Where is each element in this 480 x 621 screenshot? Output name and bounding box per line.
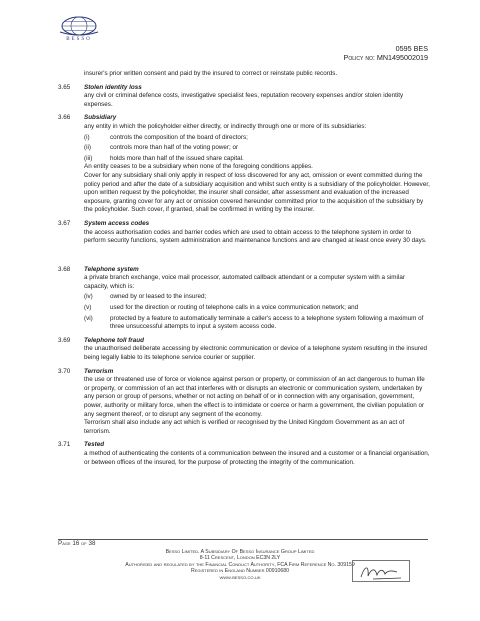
section-title: Terrorism	[84, 367, 114, 375]
section-3-71	[58, 441, 430, 467]
section-title: Stolen identity loss	[84, 83, 142, 91]
footer-registration: Registered in England Number 00910680	[190, 568, 290, 575]
policy-number: Policy no: MN1495002019	[343, 52, 428, 62]
section-3-67	[58, 220, 430, 246]
section-number: 3.68	[58, 265, 71, 273]
globe-emblem-icon	[52, 16, 106, 36]
section-number: 3.70	[58, 367, 71, 375]
section-paragraph: Cover for any subsidiary shall only apply in respect of loss discovered for any act, omission or event committed during the policy period and after the date of a subsidiary acquisition and whilst such entity is a subsidiary of the policyholder. However, upon written request by the policyholder, the insurer shall consider, after assessment and evaluation of the increased exposure, granting cover for any act or omission covered hereunder committed prior to the acquisition of the subsidiary by the policyholder. Such cover, if granted, shall be confirmed in writing by the insurer.	[84, 171, 430, 214]
section-body: the access authorisation codes and barrier codes which are used to obtain access to the telephone system in order to perform security functions, system administration and maintenance functions and are changed at least once every 30 days.	[84, 228, 427, 245]
section-3-69	[58, 337, 430, 363]
footer-divider	[58, 539, 428, 540]
logo-wordmark: BESSO	[66, 37, 92, 42]
list-marker: (vi)	[84, 314, 93, 322]
list-item	[58, 315, 430, 332]
list-marker: (iii)	[84, 154, 93, 162]
section-body: a method of authenticating the contents of a communication between the insured and a customer or a financial organisation, or between offices of the insured, for the purpose of protecting the integrity of the communication.	[84, 449, 430, 466]
list-marker: (ii)	[84, 144, 91, 152]
footer-regulation: Authorised and regulated by the Financial Conduct Authority, FCA Firm Reference No. 309159	[125, 561, 355, 568]
list-item	[58, 144, 430, 153]
continued-text: insurer's prior written consent and paid by the insured to correct or reinstate public records.	[84, 70, 338, 77]
list-item	[58, 304, 430, 313]
section-3-68	[58, 266, 430, 332]
section-paragraph: An entity ceases to be a subsidiary when none of the foregoing conditions applies.	[84, 163, 313, 171]
list-text: holds more than half of the issued share capital.	[110, 154, 244, 162]
list-marker: (v)	[84, 304, 92, 312]
section-body: the unauthorised deliberate accessing by electronic communication or device of a telephone system resulting in the insured being legally liable to its telephone service courier or supplier.	[84, 345, 428, 362]
section-3-65	[58, 84, 430, 110]
document-code: 0595 BES	[395, 44, 428, 53]
list-marker: (i)	[84, 133, 90, 141]
section-title: System access codes	[84, 219, 150, 227]
section-3-70	[58, 368, 430, 437]
list-text: protected by a feature to automatically terminate a caller's access to a telephone system following a maximum of three unsuccessful attempts to input a system access code.	[110, 314, 424, 331]
section-title: Telephone system	[84, 265, 139, 273]
list-text: controls more than half of the voting power; or	[110, 144, 239, 152]
list-text: used for the direction or routing of telephone calls in a voice communication network; and	[110, 304, 359, 312]
list-item	[58, 134, 430, 143]
section-number: 3.65	[58, 83, 71, 91]
section-number: 3.66	[58, 114, 71, 122]
section-3-66	[58, 114, 430, 215]
section-title: Tested	[84, 441, 105, 449]
section-number: 3.69	[58, 336, 71, 344]
section-title: Subsidiary	[84, 114, 117, 122]
section-intro: any entity in which the policyholder either directly, or indirectly through one or more of its subsidiaries:	[84, 122, 367, 130]
list-marker: (iv)	[84, 293, 93, 301]
policy-definitions	[58, 70, 430, 467]
document-header	[344, 45, 428, 62]
footer-address: 8-11 Crescent, London EC3N 2LY	[199, 555, 281, 562]
spacer	[58, 246, 430, 261]
signature-box	[352, 560, 410, 582]
list-item	[58, 155, 430, 164]
list-item	[58, 293, 430, 302]
section-number: 3.67	[58, 219, 71, 227]
footer-website: www.besso.co.uk	[219, 574, 261, 581]
page-number: Page 16 of 38	[58, 540, 96, 547]
footer-company: Besso Limited. A Subsidiary Of Besso Insurance Group Limited	[165, 549, 315, 555]
section-title: Telephone toll fraud	[84, 336, 144, 344]
company-logo	[52, 16, 106, 42]
section-body: the use or threatened use of force or violence against person or property, or commission of an act dangerous to human life or property, or commission of an act that interferes with or disrupts an electronic or communication system, undertaken by any person or group of persons, whether or not acting on behalf of or in connection with any organisation, government, power, authority or military force, when the effect is to intimidate or coerce or harm a government, the civilian population or any segment thereof, or to disrupt any segment of the economy.	[84, 376, 425, 418]
list-text: controls the composition of the board of directors;	[110, 133, 248, 141]
handwritten-signature	[353, 561, 411, 583]
section-body: any civil or criminal defence costs, investigative specialist fees, reputation recovery expenses and/or stolen identity expenses.	[84, 92, 404, 108]
section-paragraph: Terrorism shall also include any act which is verified or recognised by the United Kingdom Government as an act of terrorism.	[84, 419, 405, 435]
section-intro: a private branch exchange, voice mail processor, automated callback attendant or a computer system with a similar capacity, which is:	[84, 274, 405, 290]
list-text: owned by or leased to the insured;	[110, 293, 207, 301]
section-number: 3.71	[58, 441, 71, 449]
